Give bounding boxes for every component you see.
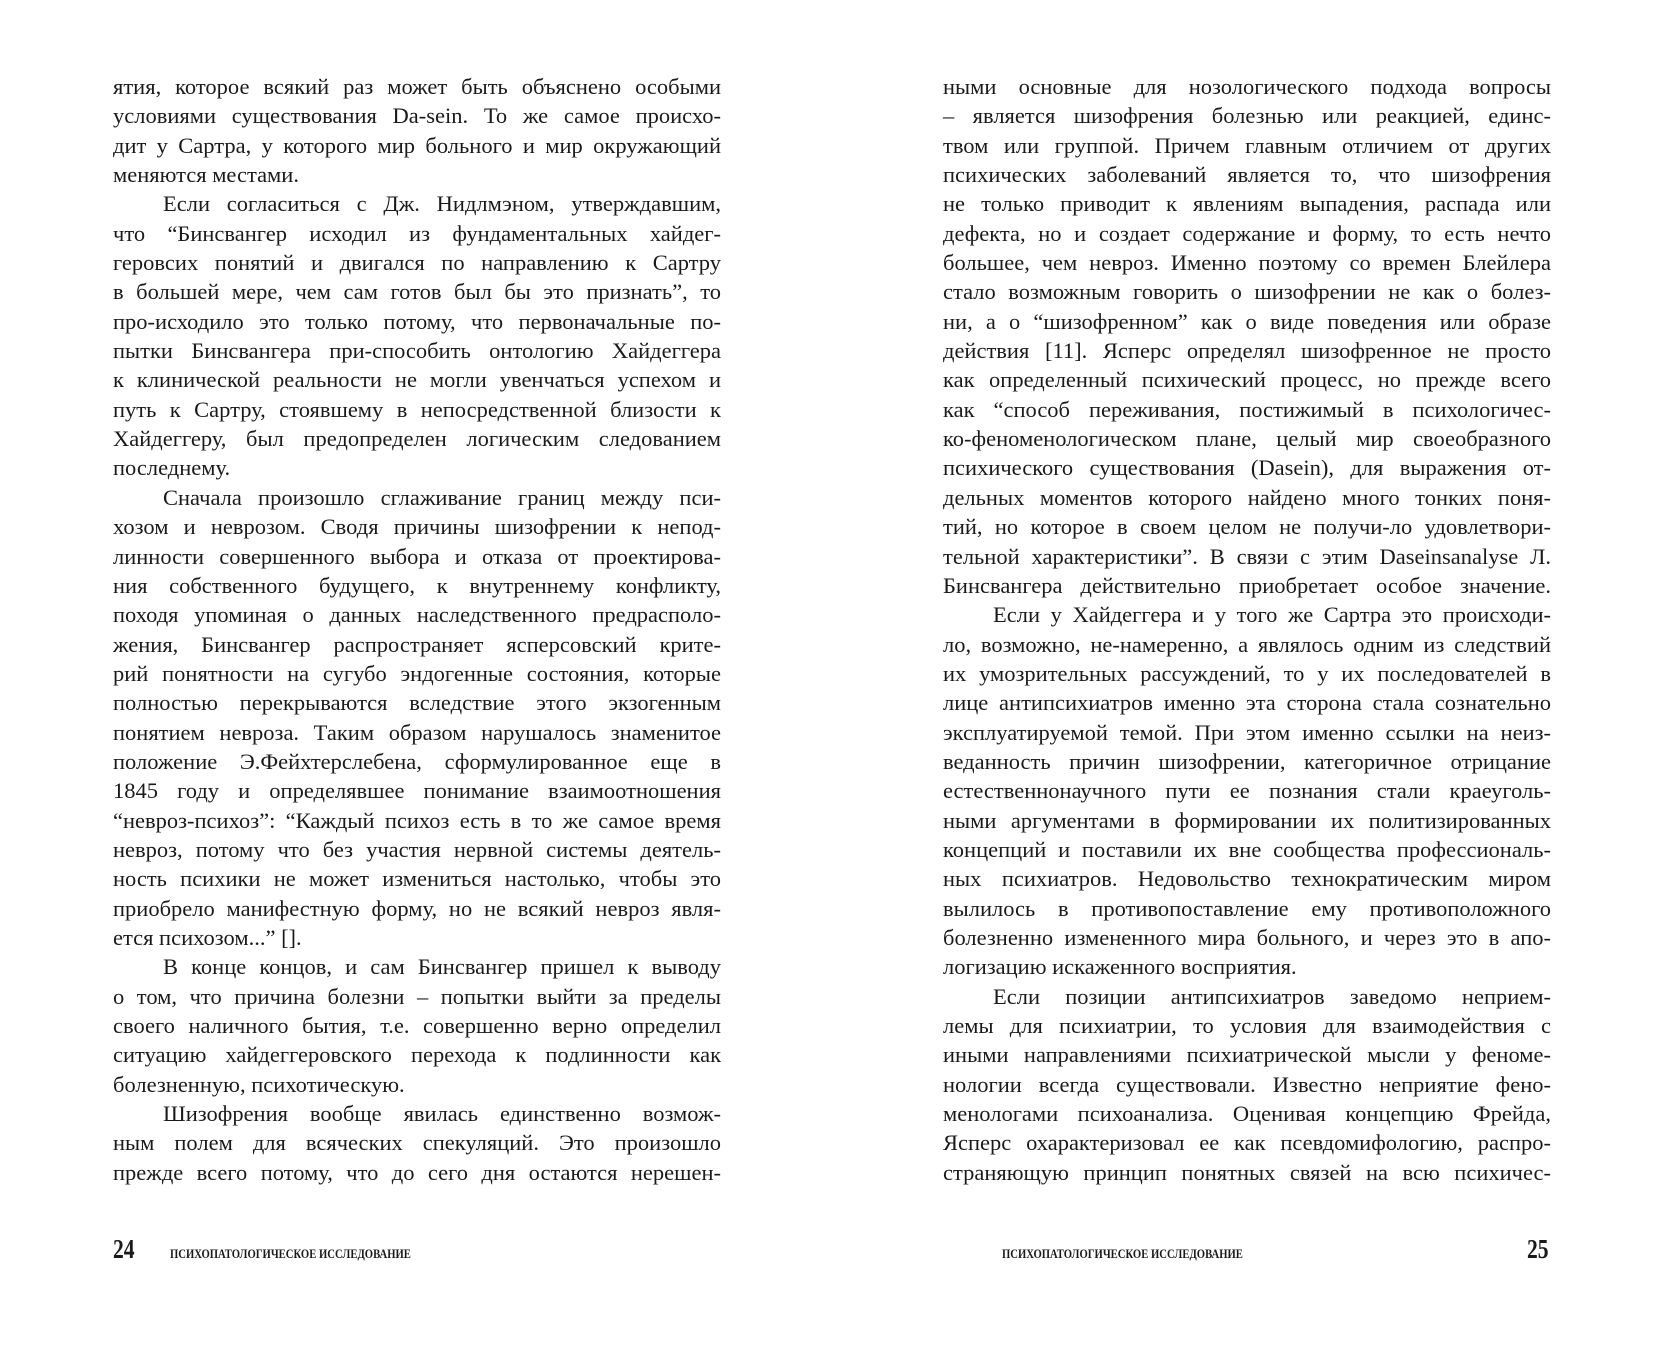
text-line: ными основные для нозологического подхода вопросы — [943, 74, 1551, 99]
text-line: ных психиатров. Недовольство технократическим миром — [943, 866, 1551, 892]
right-running-head: ПСИХОПАТОЛОГИЧЕСКОЕ ИССЛЕДОВАНИЕ — [1002, 1246, 1243, 1261]
text-line: “невроз-психоз”: “Каждый психоз есть в то же самое время — [113, 807, 721, 833]
text-line: ло, возможно, не-намеренно, а являлось одним из следствий — [943, 631, 1551, 657]
text-line: большее, чем невроз. Именно поэтому со времен Блейлера — [943, 250, 1551, 276]
paragraph — [943, 982, 1551, 1187]
text-line: хозом и неврозом. Сводя причины шизофрении к непод- — [113, 514, 721, 540]
text-line: ным полем для всяческих спекуляций. Это произошло — [113, 1130, 721, 1156]
text-line: твом или группой. Причем главным отличием от других — [943, 132, 1551, 158]
text-line: как определенный психический процесс, но прежде всего — [943, 367, 1551, 393]
text-line: – является шизофрения болезнью или реакцией, единс- — [943, 103, 1551, 129]
text-line: дефекта, но и создает содержание и форму, то есть нечто — [943, 220, 1551, 246]
text-line: не только приводит к явлениям выпадения, распада или — [943, 191, 1551, 217]
text-line: лице антипсихиатров именно эта сторона стала сознательно — [943, 690, 1551, 716]
text-line: концепций и поставили их вне сообщества профессиональ- — [943, 836, 1551, 862]
right-page-body — [943, 72, 1551, 1187]
text-line: полностью перекрываются вследствие этого экзогенным — [113, 690, 721, 716]
text-line: ния собственного будущего, к внутреннему конфликту, — [113, 572, 721, 598]
text-line: логизацию искаженного восприятия. — [943, 954, 1297, 980]
text-line: 1845 году и определявшее понимание взаимоотношения — [113, 778, 721, 804]
text-line: понятием невроза. Таким образом нарушалось знаменитое — [113, 719, 721, 745]
text-line: лемы для психиатрии, то условия для взаимодействия с — [943, 1013, 1551, 1038]
text-line: к клинической реальности не могли увенчаться успехом и — [113, 367, 721, 393]
text-line: Если позиции антипсихиатров заведомо неприем- — [993, 983, 1551, 1009]
text-line: про-исходило это только потому, что первоначальные по- — [113, 308, 721, 334]
text-line: меняются местами. — [113, 162, 299, 188]
text-line: походя упоминая о данных наследственного предрасполо- — [113, 602, 721, 628]
paragraph — [113, 483, 721, 953]
left-running-head: ПСИХОПАТОЛОГИЧЕСКОЕ ИССЛЕДОВАНИЕ — [170, 1246, 411, 1261]
text-line: психического существования (Dasein), для выражения от- — [943, 455, 1551, 481]
text-line: их умозрительных рассуждений, то у их последователей в — [943, 660, 1551, 686]
text-line: Бинсвангера действительно приобретает особое значение. — [943, 572, 1551, 598]
left-page-body — [113, 72, 721, 1187]
text-line: тий, но которое в своем целом не получи-ло удовлетвори- — [943, 514, 1551, 540]
paragraph — [113, 72, 721, 189]
text-line: Если согласиться с Дж. Нидлмэном, утверждавшим, — [163, 191, 721, 217]
text-line: эксплуатируемой темой. При этом именно ссылки на неиз- — [943, 719, 1551, 745]
text-line: ется психозом...” []. — [113, 924, 302, 950]
text-line: что “Бинсвангер исходил из фундаментальных хайдег- — [113, 220, 721, 246]
text-line: болезненную, психотическую. — [113, 1071, 405, 1097]
text-line: последнему. — [113, 455, 231, 481]
text-line: ни, а о “шизофренном” как о виде поведения или образе — [943, 308, 1551, 334]
text-line: тельной характеристики”. В связи с этим Daseinsanalyse Л. — [943, 543, 1551, 569]
text-line: дельных моментов которого найдено много тонких поня- — [943, 484, 1551, 510]
text-line: В конце концов, и сам Бинсвангер пришел к выводу — [163, 954, 721, 980]
text-line: как “способ переживания, постижимый в психологичес- — [943, 396, 1551, 422]
paragraph — [113, 1099, 721, 1187]
paragraph — [113, 952, 721, 1099]
text-line: веданность причин шизофрении, категоричное отрицание — [943, 748, 1551, 774]
text-line: приобрело манифестную форму, но не всякий невроз явля- — [113, 895, 721, 921]
left-page-number: 24 — [113, 1234, 135, 1264]
text-line: рий понятности на сугубо эндогенные состояния, которые — [113, 660, 721, 686]
text-line: вылилось в противопоставление ему противоположного — [943, 895, 1551, 921]
text-line: Шизофрения вообще явилась единственно возмож- — [163, 1101, 721, 1127]
text-line: линности совершенного выбора и отказа от проектирова- — [113, 543, 721, 569]
text-line: Сначала произошло сглаживание границ между пси- — [163, 484, 721, 510]
text-line: своего наличного бытия, т.е. совершенно верно определил — [113, 1013, 721, 1038]
text-line: путь к Сартру, стоявшему в непосредственной близости к — [113, 396, 721, 422]
text-line: ситуацию хайдеггеровского перехода к подлинности как — [113, 1042, 721, 1068]
text-line: ность психики не может измениться настолько, чтобы это — [113, 866, 721, 892]
text-line: ными аргументами в формировании их политизированных — [943, 807, 1551, 833]
text-line: иными направлениями психиатрической мысли у феноме- — [943, 1042, 1551, 1068]
text-line: пытки Бинсвангера при-способить онтологию Хайдеггера — [113, 338, 721, 364]
text-line: психических заболеваний является то, что шизофрения — [943, 162, 1551, 188]
text-line: Если у Хайдеггера и у того же Сартра это происходи- — [993, 602, 1551, 628]
paragraph — [113, 189, 721, 482]
text-line: нологии всегда существовали. Известно неприятие фено- — [943, 1071, 1551, 1097]
text-line: прежде всего потому, что до сего дня остаются нерешен- — [113, 1159, 721, 1185]
text-line: геровсих понятий и двигался по направлению к Сартру — [113, 250, 721, 276]
text-line: условиями существования Da-sein. То же самое происхо- — [113, 103, 721, 129]
text-line: о том, что причина болезни – попытки выйти за пределы — [113, 983, 721, 1009]
text-line: в большей мере, чем сам готов был бы это признать”, то — [113, 279, 721, 305]
text-line: невроз, потому что без участия нервной системы деятель- — [113, 836, 721, 862]
text-line: действия [11]. Ясперс определял шизофренное не просто — [943, 338, 1551, 364]
text-line: страняющую принцип понятных связей на всю психичес- — [943, 1159, 1551, 1185]
text-line: естественнонаучного пути ее познания стали краеуголь- — [943, 778, 1551, 804]
text-line: Ясперс охарактеризовал ее как псевдомифологию, распро- — [943, 1130, 1551, 1156]
text-line: ко-феноменологическом плане, целый мир своеобразного — [943, 426, 1551, 452]
right-page-number: 25 — [1527, 1234, 1549, 1264]
text-line: жения, Бинсвангер распространяет ясперсовский крите- — [113, 631, 721, 657]
text-line: болезненно измененного мира больного, и через это в апо- — [943, 924, 1551, 950]
text-line: Хайдеггеру, был предопределен логическим следованием — [113, 426, 721, 452]
text-line: дит у Сартра, у которого мир больного и мир окружающий — [113, 132, 721, 158]
text-line: ятия, которое всякий раз может быть объяснено особыми — [113, 74, 721, 99]
text-line: менологами психоанализа. Оценивая концепцию Фрейда, — [943, 1101, 1551, 1127]
paragraph — [943, 600, 1551, 981]
text-line: стало возможным говорить о шизофрении не как о болез- — [943, 279, 1551, 305]
text-line: положение Э.Фейхтерслебена, сформулированное еще в — [113, 748, 721, 774]
paragraph — [943, 72, 1551, 600]
